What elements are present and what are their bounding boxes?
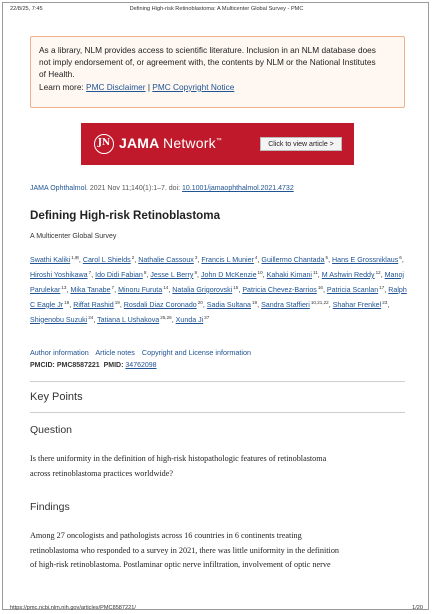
author-link[interactable]: John D McKenzie: [200, 270, 257, 279]
author-information-link[interactable]: Author information: [30, 348, 89, 357]
author-entry: [118, 286, 168, 294]
findings-paragraph: [30, 529, 408, 573]
pmc-identifiers: [30, 362, 157, 369]
doi-link[interactable]: 10.1001/jamaophthalmol.2021.4732: [182, 185, 294, 192]
author-affiliation-number: 24: [88, 314, 94, 320]
author-link[interactable]: Shigenobu Suzuki: [30, 315, 88, 324]
author-link[interactable]: Jesse L Berry: [150, 270, 194, 279]
author-entry: [322, 271, 381, 279]
author-affiliation-number: 12: [375, 269, 381, 275]
author-entry: [30, 316, 93, 324]
author-entry: [207, 301, 257, 309]
author-entry: [332, 256, 402, 264]
author-link[interactable]: Rosdali Diaz Coronado: [123, 300, 197, 309]
author-affiliation-number: 16: [317, 284, 323, 290]
author-affiliation-number: 18: [64, 299, 70, 305]
author-affiliation-number: 6: [399, 255, 402, 260]
author-entry: [201, 271, 263, 279]
view-article-button[interactable]: Click to view article >: [260, 137, 342, 151]
key-points-heading: Key Points: [30, 391, 83, 403]
author-affiliation-number: 4: [254, 255, 258, 260]
question-line: Is there uniformity in the definition of high-risk histopathologic features of retinoblastoma: [30, 454, 327, 463]
author-link[interactable]: M Ashwin Reddy: [321, 270, 375, 279]
author-link[interactable]: Swathi Kaliki: [30, 256, 71, 264]
pmc-copyright-notice-link[interactable]: PMC Copyright Notice: [152, 81, 235, 92]
nlm-disclaimer-notice: [30, 36, 405, 108]
author-affiliation-number: 25,26: [160, 314, 172, 320]
author-link[interactable]: Sadia Sultana: [206, 300, 251, 309]
author-entry: [333, 301, 388, 309]
author-entry: [138, 256, 197, 264]
author-affiliation-number: 5: [325, 255, 329, 260]
author-entry: [327, 286, 384, 294]
author-affiliation-number: 10,21,22: [310, 299, 329, 305]
pmid-label: PMID:: [103, 362, 124, 369]
print-page-number: 1/20: [412, 605, 423, 611]
author-entry: [261, 256, 328, 264]
author-link[interactable]: Guillermo Chantada: [261, 256, 325, 264]
print-page-title: Defining High-risk Retinoblastoma: A Multicenter Global Survey - PMC: [129, 6, 304, 12]
author-entry: [95, 271, 146, 279]
banner-brand: [119, 135, 222, 151]
link-separator: |: [147, 81, 150, 92]
author-affiliation-number: 13: [61, 284, 67, 290]
author-link[interactable]: Kahaki Kimani: [266, 270, 312, 279]
author-affiliation-number: 7: [88, 269, 92, 275]
author-link[interactable]: Hiroshi Yoshikawa: [30, 270, 88, 279]
author-entry: [172, 286, 238, 294]
author-link[interactable]: Sandra Staffieri: [261, 300, 310, 309]
author-affiliation-number: 19: [114, 299, 120, 305]
author-affiliation-number: 9: [194, 269, 197, 275]
article-notes-link[interactable]: Article notes: [95, 348, 135, 357]
author-link[interactable]: Shahar Frenkel: [332, 300, 382, 309]
author-link[interactable]: Patricia Chevez-Barrios: [242, 285, 317, 294]
author-entry: [124, 301, 203, 309]
author-affiliation-number: 8: [143, 269, 147, 275]
notice-learn-more: [39, 81, 396, 93]
author-entry: [83, 256, 134, 264]
question-heading: Question: [30, 424, 73, 436]
author-affiliation-number: 7: [111, 284, 115, 290]
author-link[interactable]: Manoj Parulekar: [30, 270, 404, 294]
author-entry: [70, 286, 114, 294]
author-entry: [73, 301, 120, 309]
author-affiliation-number: 17: [379, 284, 385, 290]
author-affiliation-number: 2: [131, 255, 135, 260]
findings-line: Among 27 oncologists and pathologists across 16 countries in 6 continents treating: [30, 531, 302, 540]
section-divider: [30, 381, 405, 382]
article-meta-links: [30, 348, 256, 357]
findings-line: of high-risk retinoblastoma. Postlaminar optic nerve infiltration, involvement of optic nerve: [30, 560, 331, 569]
author-link[interactable]: Minoru Furuta: [118, 285, 163, 294]
copyright-license-link[interactable]: Copyright and License information: [141, 348, 251, 357]
author-link[interactable]: Natalia Grigorovski: [172, 285, 233, 294]
section-divider: [30, 412, 405, 413]
author-affiliation-number: 11: [312, 269, 318, 275]
learn-more-label: Learn more:: [39, 81, 84, 92]
author-affiliation-number: 20: [197, 299, 203, 305]
author-entry: [201, 256, 257, 264]
author-link[interactable]: Ralph C Eagle Jr: [30, 285, 407, 309]
author-link[interactable]: Ido Didi Fabian: [95, 270, 143, 279]
author-link[interactable]: Hans E Grossniklaus: [332, 256, 399, 264]
author-affiliation-number: 27: [204, 314, 210, 320]
pmcid-label: PMCID:: [30, 362, 55, 369]
author-entry: [97, 316, 172, 324]
notice-line-2: not imply endorsement of, or agreement with, the contents by NLM or the National Institutes: [39, 57, 376, 68]
author-affiliation-number: 10: [257, 269, 263, 275]
author-link[interactable]: Francis L Munier: [201, 256, 254, 264]
brand-jama: JAMA: [119, 135, 159, 151]
citation-details: 2021 Nov 11;140(1):1–7. doi:: [87, 185, 183, 192]
article-subtitle: A Multicenter Global Survey: [30, 233, 117, 240]
jama-network-logo-icon: JN: [94, 134, 114, 154]
author-entry: [242, 286, 323, 294]
pmc-disclaimer-link[interactable]: PMC Disclaimer: [86, 81, 146, 92]
author-entry: [261, 301, 329, 309]
author-affiliation-number: 23: [382, 299, 388, 305]
author-link[interactable]: Mika Tanabe: [70, 285, 111, 294]
article-title: Defining High-risk Retinoblastoma: [30, 209, 221, 222]
author-entry: [30, 256, 79, 264]
author-affiliation-number: 3: [194, 255, 198, 260]
author-affiliation-number: 14: [163, 284, 169, 290]
pmcid-value: PMC8587221: [56, 362, 100, 369]
author-link[interactable]: Carol L Shields: [82, 256, 131, 264]
journal-link[interactable]: JAMA Ophthalmol.: [30, 185, 88, 192]
question-line: across retinoblastoma practices worldwide?: [30, 468, 174, 478]
author-link[interactable]: Nathalie Cassoux: [138, 256, 194, 264]
author-entry: [30, 271, 91, 279]
author-entry: [267, 271, 318, 279]
question-paragraph: [30, 452, 408, 481]
author-entry: [150, 271, 197, 279]
notice-line-1: As a library, NLM provides access to scientific literature. Inclusion in an NLM database does: [39, 45, 376, 55]
brand-tm: ™: [215, 138, 222, 144]
findings-line: retinoblastoma who responded to a survey in 2021, there was little uniformity in the definition: [30, 545, 340, 555]
author-list: Swathi Kaliki$^{1,⊞}$, Carol L Shields$^2$, Nathalie Cassoux$^3$, Francis L Munier$^4$, Guillermo Chantada$^5$, Hans E Grossniklaus$^6$, Hiroshi Yoshikawa$^7$, Ido Didi Fabian$^8$, Jesse L Berry$^9$, John D McKenzie$^{10}$, Kahaki Kimani$^{11}$, M Ashwin Reddy$^{12}$, Manoj Parulekar$^{13}$, Mika Tanabe$^7$, Minoru Furuta$^{14}$, Natalia Grigorovski$^{15}$, Patricia Chevez-Barrios$^{16}$, Patricia Scanlan$^{17}$, Ralph C Eagle Jr$^{18}$, Riffat Rashid$^{19}$, Rosdali Diaz Coronado$^{20}$, Sadia Sultana$^{19}$, Sandra Staffieri$^{10,21,22}$, Shahar Frenkel$^{23}$, Shigenobu Suzuki$^{24}$, Tatiana L Ushakova$^{25,26}$, Xunda Ji$^{27}$: [30, 255, 407, 324]
author-entry: [176, 316, 210, 324]
jama-network-banner-ad[interactable]: [81, 123, 354, 165]
author-affiliation-number: 1,⊞: [71, 255, 79, 260]
brand-network: Network: [163, 135, 216, 151]
notice-line-3: of Health.: [39, 69, 75, 80]
author-link[interactable]: Xunda Ji: [175, 315, 204, 324]
author-link[interactable]: Patricia Scanlan: [326, 285, 379, 294]
author-affiliation-number: 19: [251, 299, 258, 305]
author-link[interactable]: Tatiana L Ushakova: [97, 315, 160, 324]
findings-heading: Findings: [30, 501, 70, 513]
author-affiliation-number: 15: [233, 284, 239, 290]
print-datetime: 22/8/25, 7:45: [10, 6, 43, 12]
author-link[interactable]: Riffat Rashid: [73, 300, 114, 309]
print-url: https://pmc.ncbi.nlm.nih.gov/articles/PMC8587221/: [10, 605, 136, 611]
pmid-link[interactable]: 34762098: [125, 362, 157, 369]
citation-line: [30, 185, 294, 192]
